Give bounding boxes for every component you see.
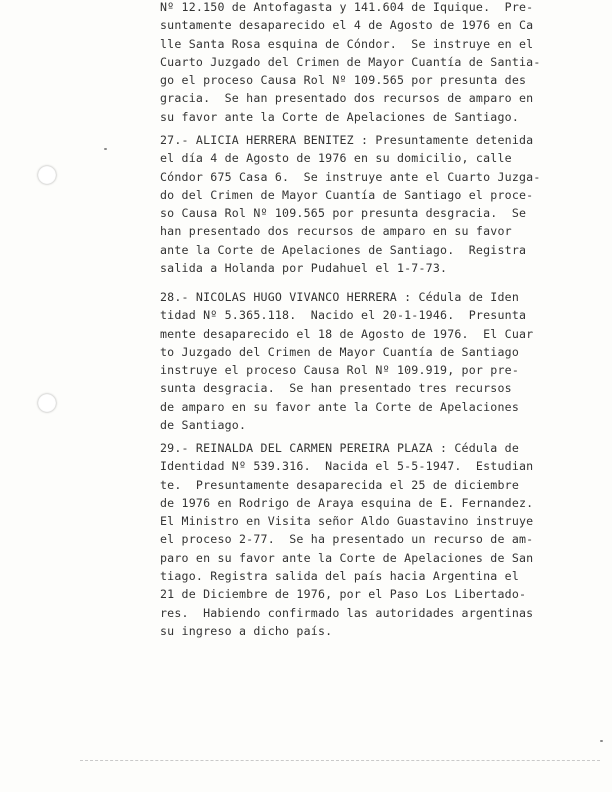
text-line: te. Presuntamente desaparecida el 25 de diciembre xyxy=(160,477,520,492)
text-line: res. Habiendo confirmado las autoridades argentinas xyxy=(160,605,534,620)
text-line: de 1976 en Rodrigo de Araya esquina de E. Fernandez. xyxy=(160,495,534,510)
text-line: Cóndor 675 Casa 6. Se instruye ante el Cuarto Juzga- xyxy=(160,169,541,184)
text-line: sunta desgracia. Se han presentado tres recursos xyxy=(160,381,512,396)
text-line: go el proceso Causa Rol Nº 109.565 por presunta des xyxy=(160,73,527,88)
text-line: Cuarto Juzgado del Crimen de Mayor Cuantía de Santia- xyxy=(160,54,541,69)
text-line: salida a Holanda por Pudahuel el 1-7-73. xyxy=(160,261,448,276)
text-line: tidad Nº 5.365.118. Nacido el 20-1-1946. Presunta xyxy=(160,308,527,323)
text-line: de amparo en su favor ante la Corte de Apelaciones xyxy=(160,399,520,414)
binder-hole-top xyxy=(38,166,56,184)
scan-speck xyxy=(104,148,107,150)
text-line: 27.- ALICIA HERRERA BENITEZ : Presuntamente detenida xyxy=(160,133,534,147)
binder-hole-middle xyxy=(38,394,56,412)
text-line: de Santiago. xyxy=(160,418,247,433)
faint-footer-rule xyxy=(80,760,600,761)
text-line: gracia. Se han presentado dos recursos de amparo en xyxy=(160,91,534,106)
text-line: 28.- NICOLAS HUGO VIVANCO HERRERA : Cédula de Iden xyxy=(160,290,520,304)
text-line: instruye el proceso Causa Rol Nº 109.919, por pre- xyxy=(160,363,520,378)
text-line: el día 4 de Agosto de 1976 en su domicilio, calle xyxy=(160,151,512,166)
text-line: 29.- REINALDA DEL CARMEN PEREIRA PLAZA : Cédula de xyxy=(160,441,520,455)
scan-speck xyxy=(600,740,603,742)
text-line: su favor ante la Corte de Apelaciones de Santiago. xyxy=(160,109,520,124)
entry-27-paragraph xyxy=(160,131,590,277)
text-line: han presentado dos recursos de amparo en su favor xyxy=(160,224,512,239)
text-line: ante la Corte de Apelaciones de Santiago. Registra xyxy=(160,242,527,257)
text-line: suntamente desaparecido el 4 de Agosto de 1976 en Ca xyxy=(160,18,534,33)
text-line: do del Crimen de Mayor Cuantía de Santiago el proce- xyxy=(160,187,534,202)
text-line: su ingreso a dicho país. xyxy=(160,623,333,638)
text-line: Nº 12.150 de Antofagasta y 141.604 de Iquique. Pre- xyxy=(160,0,534,14)
text-line: Identidad Nº 539.316. Nacida el 5-5-1947. Estudian xyxy=(160,459,534,474)
text-line: lle Santa Rosa esquina de Cóndor. Se instruye en el xyxy=(160,36,534,51)
entry-28-paragraph xyxy=(160,288,590,434)
intro-paragraph xyxy=(160,0,590,126)
text-line: El Ministro en Visita señor Aldo Guastavino instruye xyxy=(160,514,534,529)
text-line: el proceso 2-77. Se ha presentado un recurso de am- xyxy=(160,532,534,547)
text-line: tiago. Registra salida del país hacia Argentina el xyxy=(160,569,520,584)
text-line: so Causa Rol Nº 109.565 por presunta desgracia. Se xyxy=(160,206,527,221)
text-line: mente desaparecido el 18 de Agosto de 1976. El Cuar xyxy=(160,326,534,341)
text-line: paro en su favor ante la Corte de Apelaciones de San xyxy=(160,550,534,565)
text-line: 21 de Diciembre de 1976, por el Paso Los Libertado- xyxy=(160,587,527,602)
entry-29-paragraph xyxy=(160,439,590,640)
text-line: to Juzgado del Crimen de Mayor Cuantía de Santiago xyxy=(160,344,520,359)
